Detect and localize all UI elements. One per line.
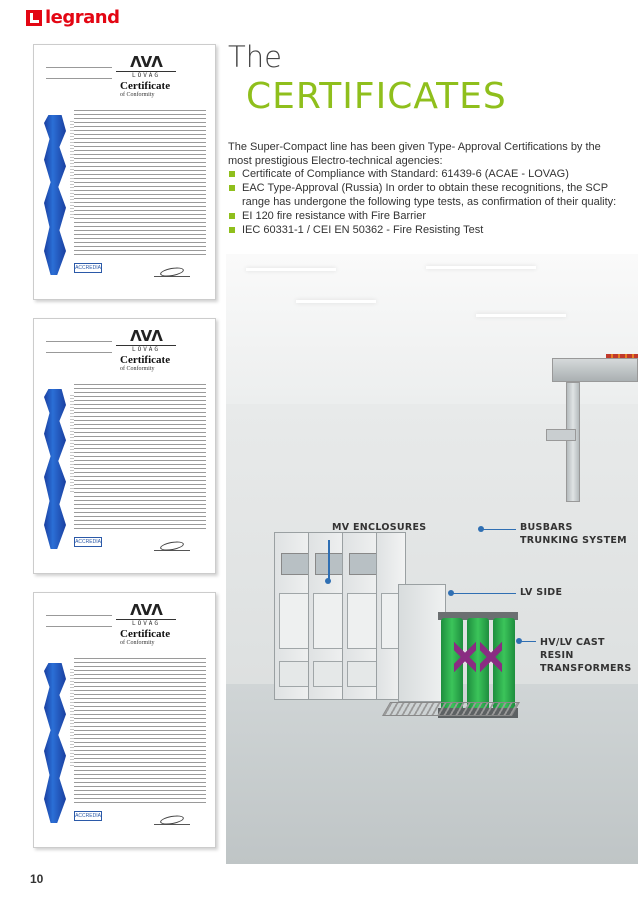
certificate-title: Certificate — [120, 628, 171, 640]
list-item: IEC 60331-1 / CEI EN 50362 - Fire Resisting Test — [228, 223, 623, 237]
page-number: 10 — [30, 872, 44, 886]
ceiling-lamp-icon — [246, 268, 336, 271]
legrand-logo — [26, 7, 120, 28]
callout-dot-icon — [448, 590, 454, 596]
busbar-trunk-horizontal — [552, 358, 638, 382]
ribbon-icon — [44, 115, 66, 275]
list-item: Certificate of Compliance with Standard: 61439-6 (ACAE - LOVAG) — [228, 167, 623, 181]
signature-icon — [154, 815, 190, 825]
ceiling-lamp-icon — [296, 300, 376, 303]
certificate-address — [46, 67, 112, 79]
lovag-mark-icon: ΛVΛ — [130, 53, 162, 71]
heading-the: The — [228, 40, 282, 74]
lovag-wordmark: LOVAG — [116, 619, 176, 627]
callout-line — [520, 641, 536, 642]
certificate-subtitle: of Conformity — [120, 366, 155, 372]
callout-dot-icon — [478, 526, 484, 532]
callout-line — [328, 540, 330, 580]
list-item: EAC Type-Approval (Russia) In order to obtain these recognitions, the SCP range has undergone the following type tests, as confirmation of their quality: — [228, 181, 623, 209]
certification-list — [228, 167, 623, 237]
certificate-image-3 — [33, 592, 216, 848]
callout-dot-icon — [325, 578, 331, 584]
ribbon-icon — [44, 389, 66, 549]
accredia-badge: ACCREDIA — [75, 539, 101, 545]
label-transformers: HV/LV CAST RESIN TRANSFORMERS — [540, 637, 632, 674]
label-lv-side: LV SIDE — [520, 587, 563, 598]
ceiling-lamp-icon — [426, 266, 536, 269]
certificate-image-2 — [33, 318, 216, 574]
certificate-address — [46, 615, 112, 627]
certificate-subtitle: of Conformity — [120, 92, 155, 98]
lovag-logo — [116, 603, 176, 627]
callout-dot-icon — [516, 638, 522, 644]
certificate-body-text — [74, 381, 206, 531]
certificate-body-text — [74, 655, 206, 805]
certificate-address — [46, 341, 112, 353]
lovag-wordmark: LOVAG — [116, 345, 176, 353]
callout-line — [452, 593, 516, 594]
certificate-title: Certificate — [120, 354, 171, 366]
signature-icon — [154, 541, 190, 551]
accredia-badge: ACCREDIA — [75, 813, 101, 819]
lovag-mark-icon: ΛVΛ — [130, 327, 162, 345]
cable-tray — [382, 702, 520, 716]
lovag-wordmark: LOVAG — [116, 71, 176, 79]
certificate-subtitle: of Conformity — [120, 640, 155, 646]
callout-line — [482, 529, 516, 530]
heading-certificates: CERTIFICATES — [246, 76, 507, 117]
certificate-body-text — [74, 107, 206, 257]
lovag-mark-icon: ΛVΛ — [130, 601, 162, 619]
lovag-logo — [116, 329, 176, 353]
list-item: EI 120 fire resistance with Fire Barrier — [228, 209, 623, 223]
intro-paragraph: The Super-Compact line has been given Type- Approval Certifications by the most prestigious Electro-technical agencies: — [228, 141, 601, 167]
accredia-badge: ACCREDIA — [75, 265, 101, 271]
legrand-mark-icon — [26, 10, 42, 26]
substation-photo — [226, 254, 638, 864]
label-busbars-trunking: BUSBARS TRUNKING SYSTEM — [520, 522, 627, 546]
busbar-trunk-elbow — [546, 429, 576, 441]
ribbon-icon — [44, 663, 66, 823]
ceiling-lamp-icon — [476, 314, 566, 317]
brand-name: legrand — [45, 7, 120, 28]
lovag-logo — [116, 55, 176, 79]
busbar-trunk-vertical — [566, 382, 580, 502]
certificate-image-1 — [33, 44, 216, 300]
signature-icon — [154, 267, 190, 277]
certificate-title: Certificate — [120, 80, 171, 92]
label-mv-enclosures: MV ENCLOSURES — [332, 522, 427, 533]
